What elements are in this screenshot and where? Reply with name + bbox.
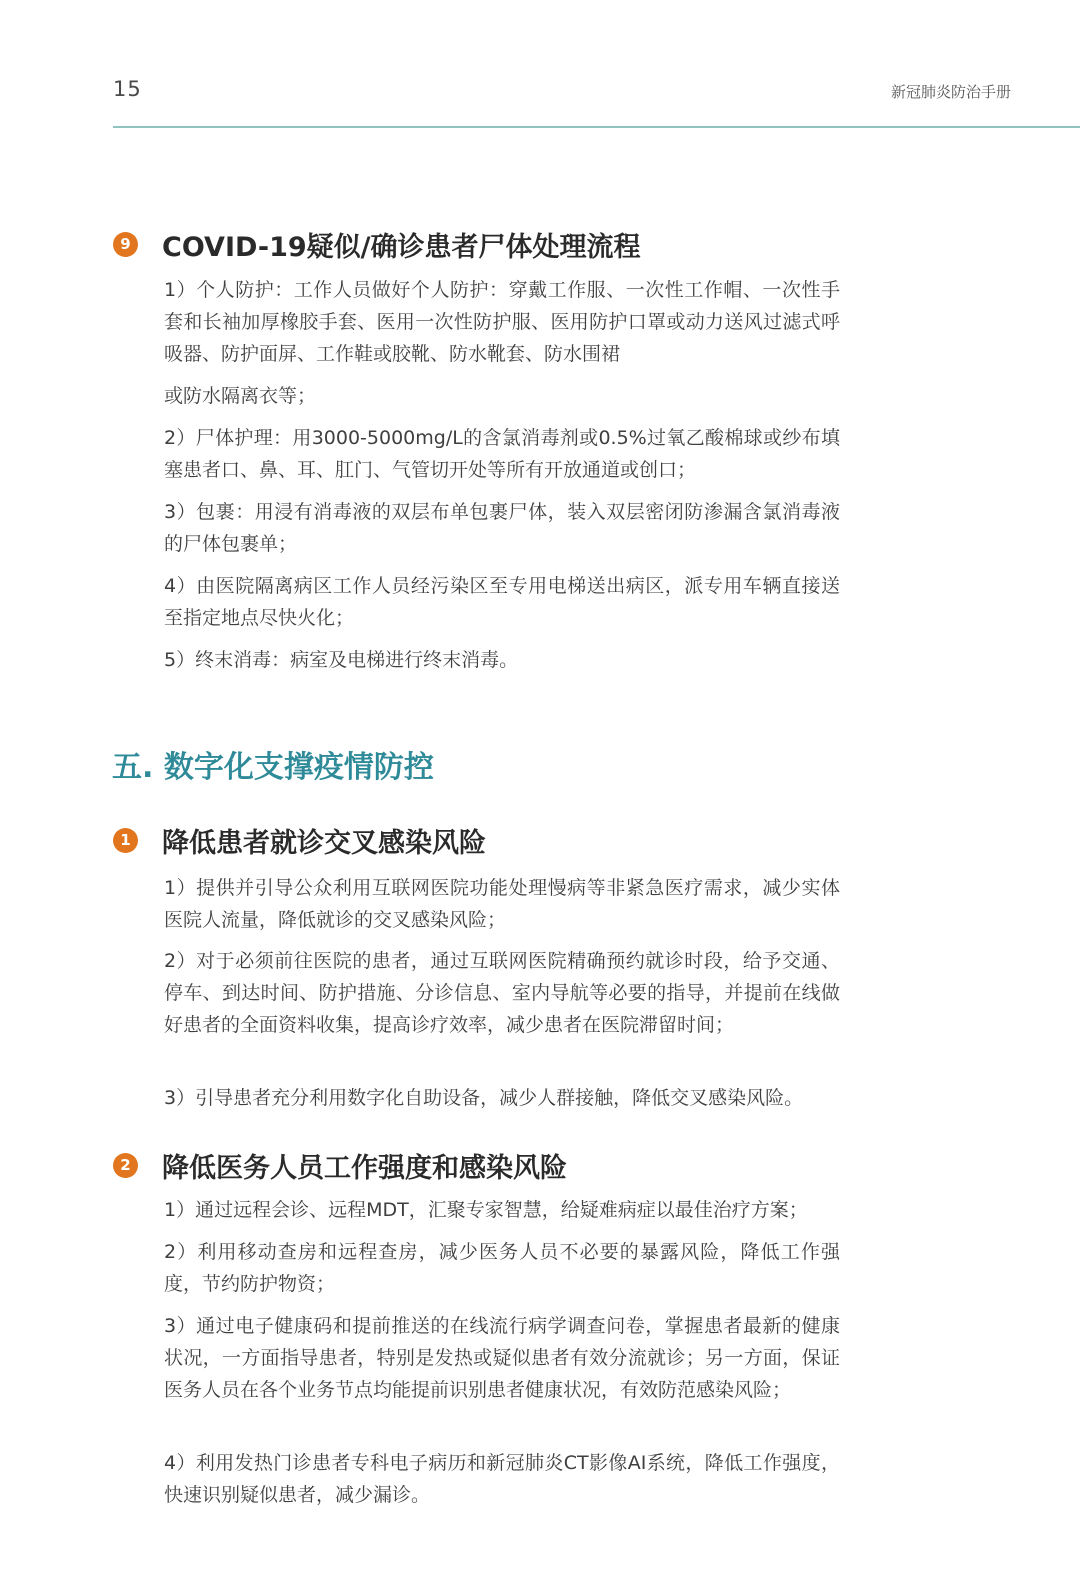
item2-badge: 2 bbox=[113, 1153, 138, 1178]
item9-point-3: 3）包裹：用浸有消毒液的双层布单包裹尸体，装入双层密闭防渗漏含氯消毒液的尸体包裹单； bbox=[164, 501, 840, 555]
item2-point-1: 1）通过远程会诊、远程MDT，汇聚专家智慧，给疑难病症以最佳治疗方案； bbox=[164, 1199, 808, 1221]
item9-title: COVID-19疑似/确诊患者尸体处理流程 bbox=[162, 231, 641, 263]
page-number: 15 bbox=[113, 77, 142, 101]
item9-point-2: 2）尸体护理：用3000-5000mg/L的含氯消毒剂或0.5%过氧乙酸棉球或纱布填塞患者口、鼻、耳、肛门、气管切开处等所有开放通道或创口； bbox=[164, 427, 840, 481]
running-title: 新冠肺炎防治手册 bbox=[890, 83, 1011, 101]
item1-point-3: 3）引导患者充分利用数字化自助设备，减少人群接触，降低交叉感染风险。 bbox=[164, 1087, 804, 1109]
item2-title: 降低医务人员工作强度和感染风险 bbox=[162, 1152, 567, 1184]
item1-point-1: 1）提供并引导公众利用互联网医院功能处理慢病等非紧急医疗需求，减少实体医院人流量，降低就诊的交叉感染风险； bbox=[164, 877, 840, 931]
item9-point-4: 4）由医院隔离病区工作人员经污染区至专用电梯送出病区，派专用车辆直接送至指定地点尽快火化； bbox=[164, 575, 840, 629]
item2-point-3: 3）通过电子健康码和提前推送的在线流行病学调查问卷，掌握患者最新的健康状况，一方面指导患者，特别是发热或疑似患者有效分流就诊；另一方面，保证医务人员在各个业务节点均能提前识别患者健康状况，有效防范感染风险； bbox=[164, 1315, 840, 1401]
item2-point-2: 2）利用移动查房和远程查房，减少医务人员不必要的暴露风险，降低工作强度，节约防护物资； bbox=[164, 1241, 840, 1295]
item9-point-1: 1）个人防护：工作人员做好个人防护：穿戴工作服、一次性工作帽、一次性手套和长袖加厚橡胶手套、医用一次性防护服、医用防护口罩或动力送风过滤式呼吸器、防护面屏、工作鞋或胶靴、防水靴套、防水围裙 bbox=[164, 279, 840, 365]
item9-heading bbox=[113, 224, 641, 264]
item2-point-4: 4）利用发热门诊患者专科电子病历和新冠肺炎CT影像AI系统，降低工作强度，快速识别疑似患者，减少漏诊。 bbox=[164, 1452, 840, 1506]
item1-heading bbox=[113, 820, 486, 860]
header-rule bbox=[113, 126, 1080, 128]
item2-heading bbox=[113, 1145, 567, 1185]
section5-heading: 五. 数字化支撑疫情防控 bbox=[112, 750, 434, 785]
item9-point-5: 5）终末消毒：病室及电梯进行终末消毒。 bbox=[164, 649, 519, 671]
item9-badge: 9 bbox=[113, 232, 138, 257]
item9-point-1-cont: 或防水隔离衣等； bbox=[164, 385, 317, 407]
item1-badge: 1 bbox=[113, 828, 138, 853]
item1-point-2: 2）对于必须前往医院的患者，通过互联网医院精确预约就诊时段，给予交通、停车、到达时间、防护措施、分诊信息、室内导航等必要的指导，并提前在线做好患者的全面资料收集，提高诊疗效率，减少患者在医院滞留时间； bbox=[164, 950, 840, 1036]
item1-title: 降低患者就诊交叉感染风险 bbox=[162, 827, 486, 859]
